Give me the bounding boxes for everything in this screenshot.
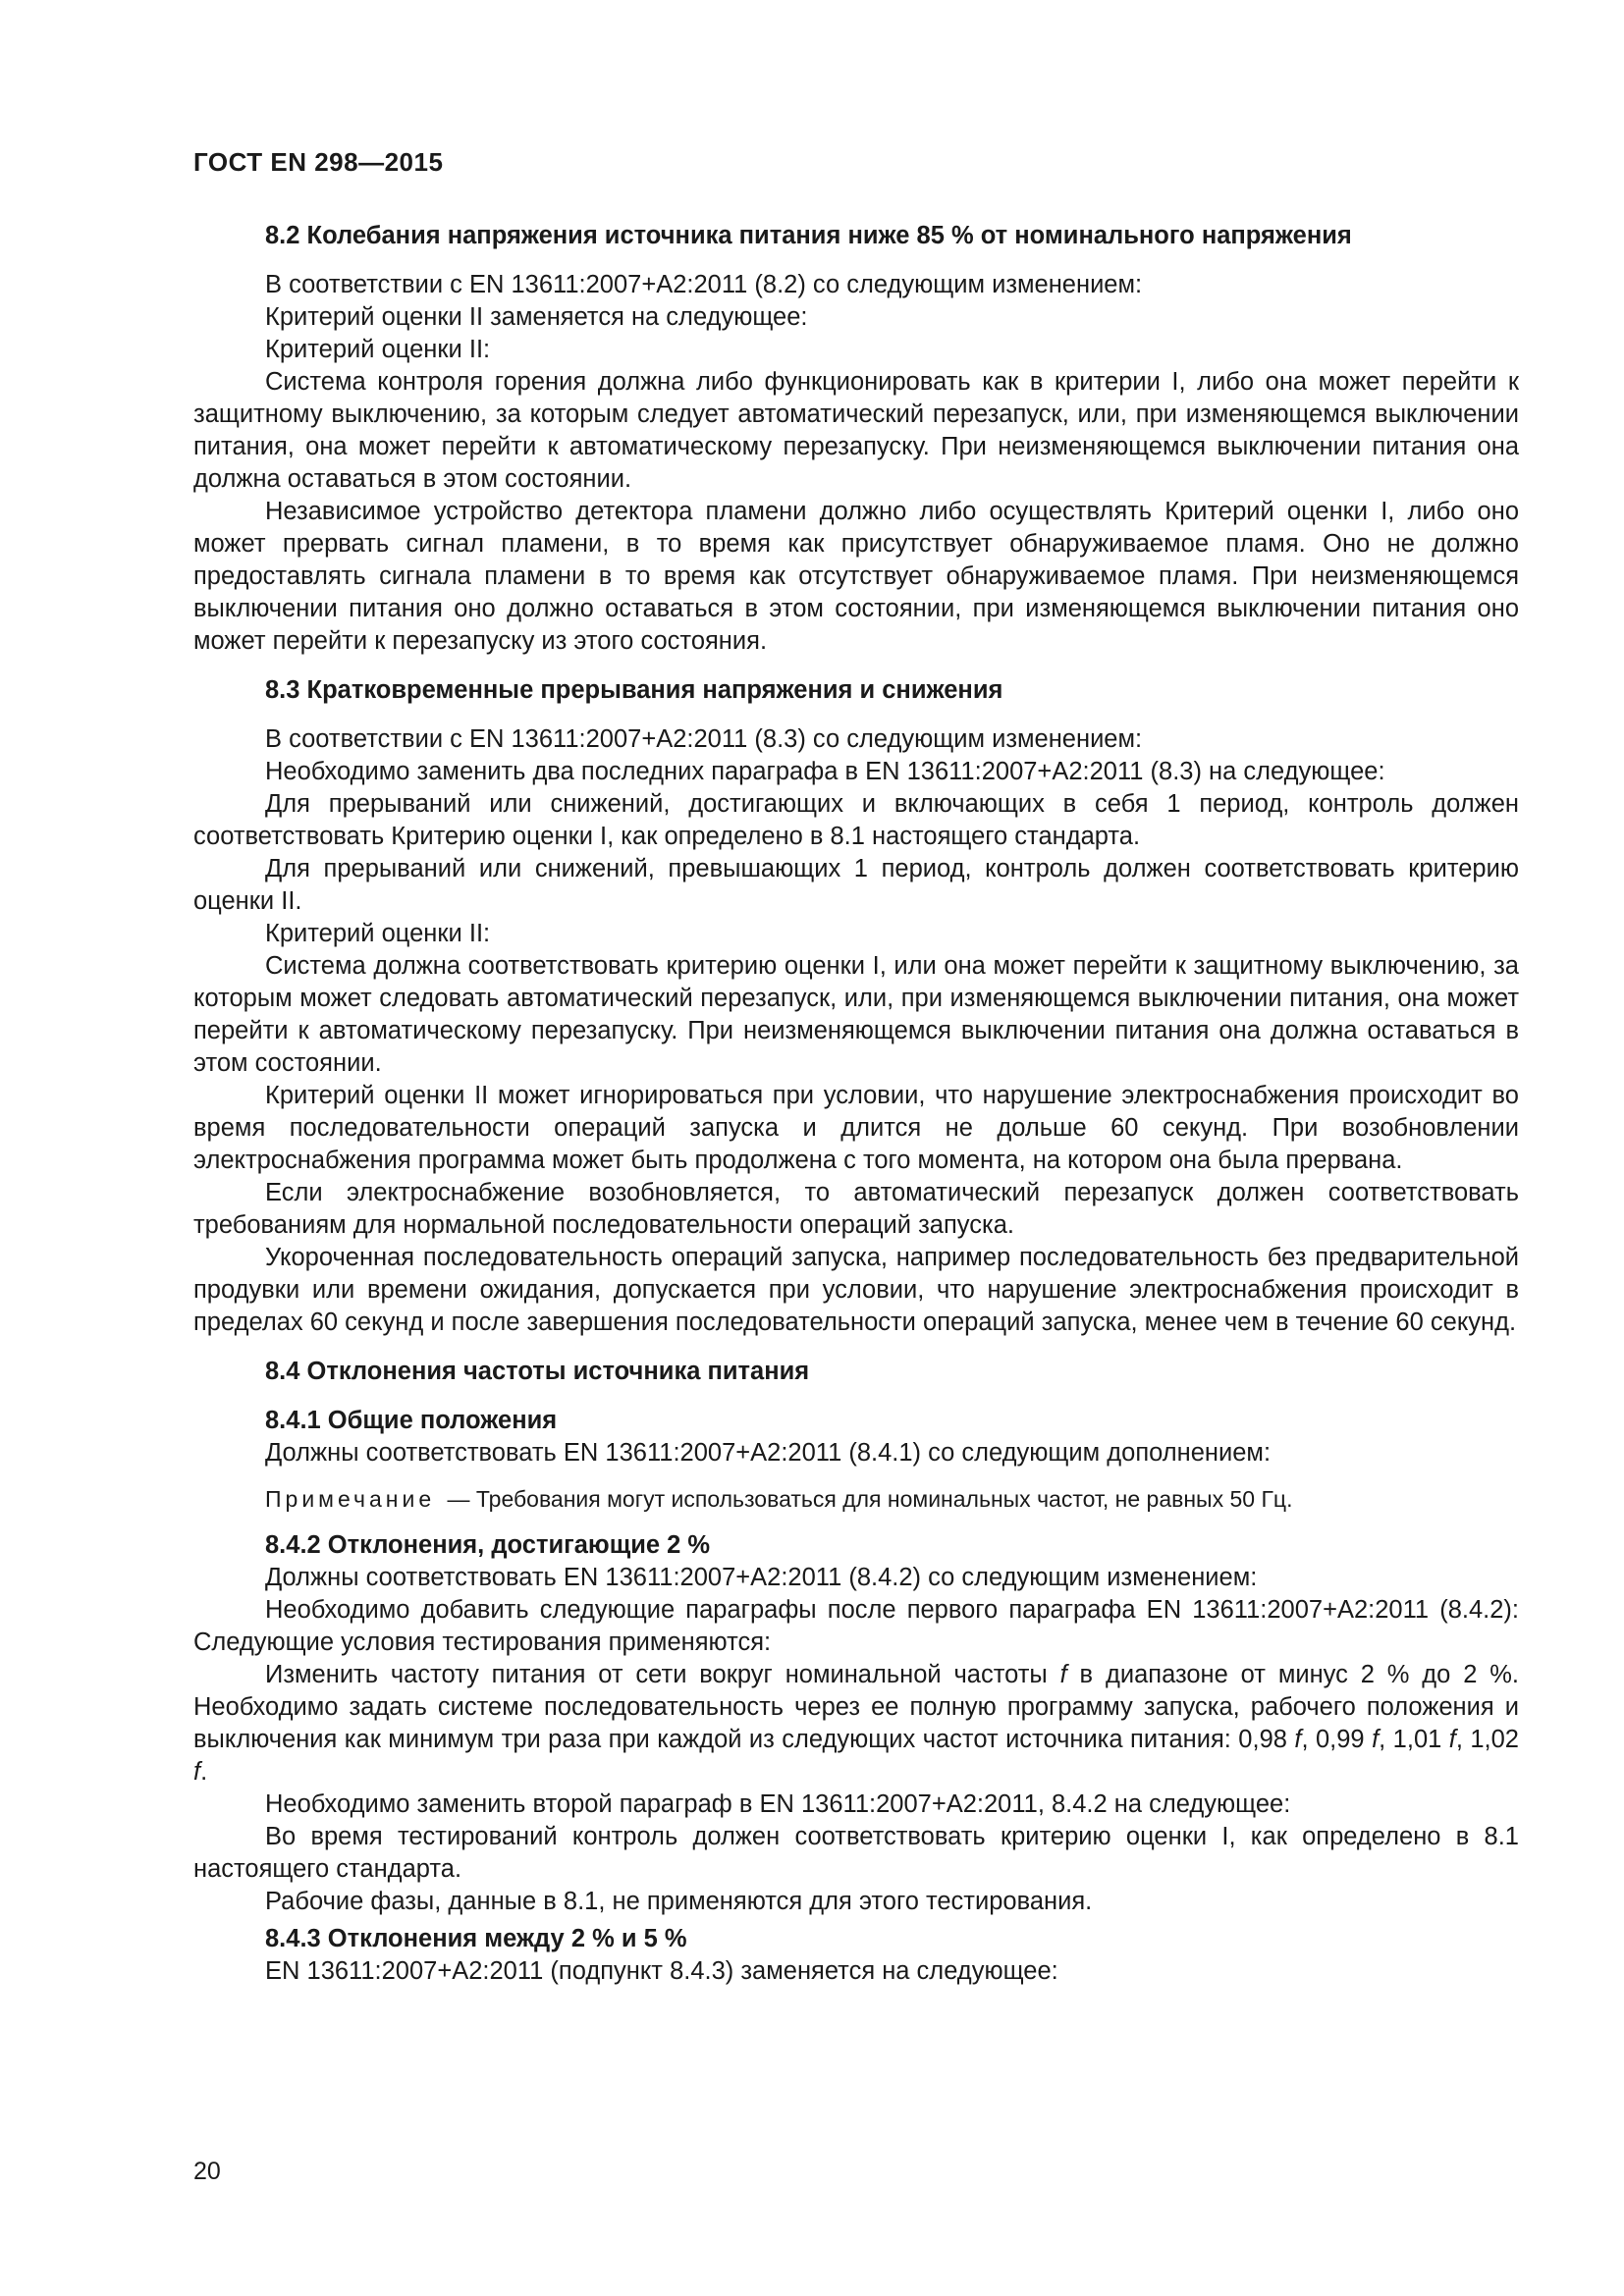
- text-run: , 0,99: [1301, 1726, 1373, 1753]
- section-8-4-3-heading: 8.4.3 Отклонения между 2 % и 5 %: [265, 1925, 687, 1952]
- frequency-symbol: f: [1294, 1726, 1302, 1753]
- section-8-4-1-heading: 8.4.1 Общие положения: [265, 1407, 558, 1434]
- frequency-symbol: f: [1372, 1726, 1380, 1753]
- paragraph: Укороченная последовательность операций запуска, например последовательность без предварительной продувки или времени ожидания, допускается при условии, что нарушение электроснабжения происходит в пределах 60 секунд и после завершения последовательности операций запуска, менее чем в течение 60 секунд.: [193, 1244, 1519, 1336]
- paragraph: Независимое устройство детектора пламени должно либо осуществлять Критерий оценки I, либо оно может прервать сигнал пламени, в то время как присутствует обнаруживаемое пламя. Оно не должно предоставлять сигнала пламени в то время как отсутствует обнаруживаемое пламя. При неизменяющемся выключении питания оно должно оставаться в этом состоянии, при изменяющемся выключении питания оно может перейти к перезапуску из этого состояния.: [193, 498, 1519, 655]
- section-8-2-heading: 8.2 Колебания напряжения источника питания ниже 85 % от номинального напряжения: [265, 222, 1352, 249]
- paragraph: Должны соответствовать EN 13611:2007+A2:2011 (8.4.2) со следующим изменением:: [265, 1564, 1258, 1591]
- frequency-symbol: f: [1448, 1726, 1456, 1753]
- paragraph: EN 13611:2007+A2:2011 (подпункт 8.4.3) заменяется на следующее:: [265, 1957, 1058, 1985]
- text-run: Изменить частоту питания от сети вокруг номинальной частоты: [265, 1661, 1060, 1688]
- text-run: , 1,01: [1379, 1726, 1449, 1753]
- paragraph: Необходимо заменить второй параграф в EN 13611:2007+A2:2011, 8.4.2 на следующее:: [265, 1790, 1291, 1818]
- frequency-symbol: f: [1059, 1661, 1067, 1688]
- paragraph: В соответствии с EN 13611:2007+A2:2011 (8.3) со следующим изменением:: [265, 725, 1143, 753]
- note: [193, 1483, 1519, 1516]
- page-number: 20: [193, 2158, 221, 2185]
- paragraph: Критерий оценки II:: [265, 920, 491, 947]
- text-run: .: [200, 1758, 208, 1786]
- section-8-4-2-heading: 8.4.2 Отклонения, достигающие 2 %: [265, 1531, 711, 1559]
- text-run: , 1,02: [1455, 1726, 1519, 1753]
- paragraph: Система должна соответствовать критерию оценки I, или она может перейти к защитному выключению, за которым может следовать автоматический перезапуск, или, при изменяющемся выключении питания, она может перейти к автоматическому перезапуску. При неизменяющемся выключении питания она должна оставаться в этом состоянии.: [193, 952, 1519, 1077]
- paragraph: В соответствии с EN 13611:2007+A2:2011 (8.2) со следующим изменением:: [265, 271, 1143, 298]
- document-body: [193, 220, 1519, 1988]
- paragraph: Для прерываний или снижений, превышающих 1 период, контроль должен соответствовать критерию оценки II.: [193, 855, 1519, 915]
- paragraph: Во время тестирований контроль должен соответствовать критерию оценки I, как определено в 8.1 настоящего стандарта.: [193, 1823, 1519, 1883]
- text-run: в диапазоне от минус 2 % до 2 %. Необходимо задать системе последовательность через ее полную программу запуска, рабочего положения и выключения как минимум три раза при каждой из следующих частот источника питания: 0,98: [193, 1661, 1519, 1753]
- frequency-symbol: f: [193, 1758, 201, 1786]
- section-8-4-heading: 8.4 Отклонения частоты источника питания: [265, 1358, 810, 1385]
- paragraph: Должны соответствовать EN 13611:2007+A2:2011 (8.4.1) со следующим дополнением:: [265, 1439, 1272, 1467]
- paragraph: Критерий оценки II:: [265, 336, 491, 363]
- paragraph: Если электроснабжение возобновляется, то автоматический перезапуск должен соответствовать требованиям для нормальной последовательности операций запуска.: [193, 1179, 1519, 1239]
- paragraph: Для прерываний или снижений, достигающих и включающих в себя 1 период, контроль должен соответствовать Критерию оценки I, как определено в 8.1 настоящего стандарта.: [193, 790, 1519, 850]
- paragraph: Система контроля горения должна либо функционировать как в критерии I, либо она может перейти к защитному выключению, за которым следует автоматический перезапуск, или, при изменяющемся выключении питания, она может перейти к автоматическому перезапуску. При неизменяющемся выключении питания она должна оставаться в этом состоянии.: [193, 368, 1519, 493]
- paragraph: Необходимо заменить два последних параграфа в EN 13611:2007+A2:2011 (8.3) на следующее:: [265, 758, 1385, 785]
- paragraph: Необходимо добавить следующие параграфы после первого параграфа EN 13611:2007+A2:2011 (8.4.2): Следующие условия тестирования применяются:: [193, 1596, 1519, 1656]
- note-label: Примечание: [265, 1486, 436, 1512]
- paragraph: Критерий оценки II может игнорироваться при условии, что нарушение электроснабжения происходит во время последовательности операций запуска и длится не дольше 60 секунд. При возобновлении электроснабжения программа может быть продолжена с того момента, на котором она была прервана.: [193, 1082, 1519, 1174]
- note-text: — Требования могут использоваться для номинальных частот, не равных 50 Гц.: [447, 1486, 1293, 1512]
- section-8-3-heading: 8.3 Кратковременные прерывания напряжения и снижения: [265, 676, 1003, 704]
- paragraph-frequency: [193, 1659, 1519, 1789]
- paragraph: Рабочие фазы, данные в 8.1, не применяются для этого тестирования.: [265, 1888, 1093, 1915]
- paragraph: Критерий оценки II заменяется на следующее:: [265, 303, 808, 331]
- document-header: ГОСТ EN 298—2015: [193, 147, 444, 177]
